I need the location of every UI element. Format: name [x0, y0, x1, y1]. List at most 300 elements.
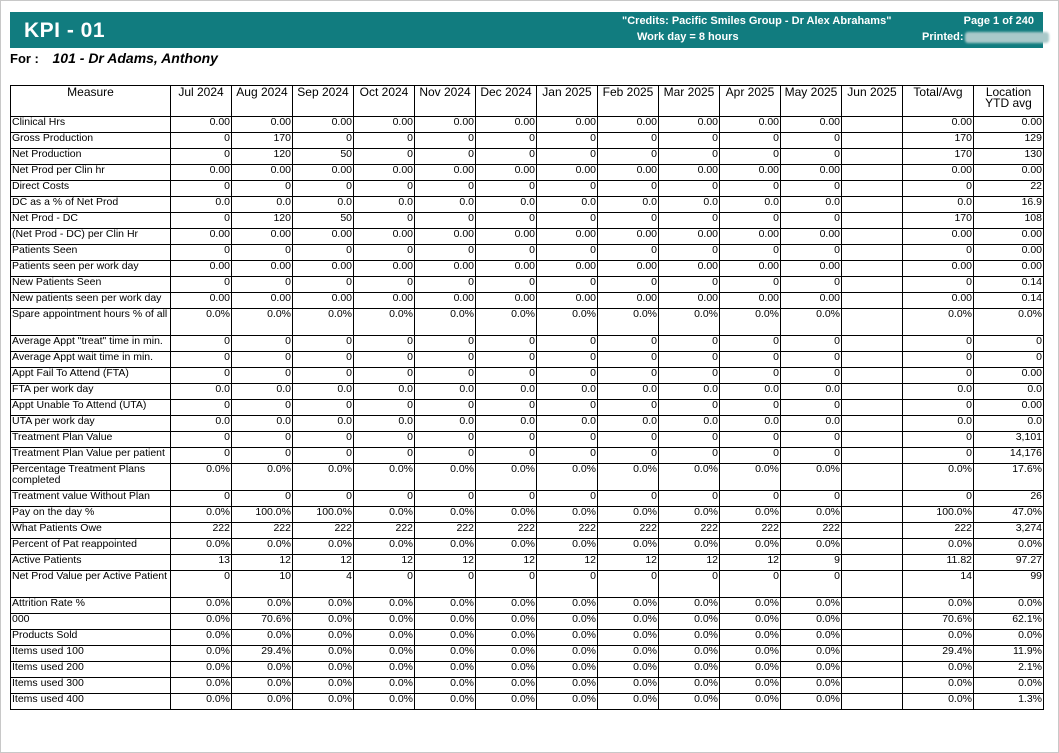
- table-cell: 0: [232, 352, 293, 368]
- table-cell: 0.0: [781, 197, 842, 213]
- table-cell: 0: [171, 432, 232, 448]
- table-cell: 0: [171, 336, 232, 352]
- table-cell: 0.00: [720, 261, 781, 277]
- table-cell: 97.27: [974, 555, 1044, 571]
- table-cell: 0: [537, 491, 598, 507]
- table-cell: 0.0%: [171, 646, 232, 662]
- table-cell: 0.00: [537, 293, 598, 309]
- table-cell: 0.0%: [781, 678, 842, 694]
- table-cell: 47.0%: [974, 507, 1044, 523]
- table-cell: 0: [781, 432, 842, 448]
- table-cell: 0: [354, 245, 415, 261]
- table-cell: [842, 352, 903, 368]
- table-cell: 0: [659, 336, 720, 352]
- table-cell: 0.0%: [720, 309, 781, 336]
- table-cell: 0.0%: [171, 464, 232, 491]
- table-cell: 0.0%: [476, 694, 537, 710]
- table-cell: 0: [232, 181, 293, 197]
- table-cell: 0.0%: [415, 630, 476, 646]
- table-cell: 0.0%: [293, 539, 354, 555]
- table-cell: [842, 197, 903, 213]
- table-cell: 0: [659, 277, 720, 293]
- table-cell: 0.0: [232, 197, 293, 213]
- table-cell: 100.0%: [232, 507, 293, 523]
- table-cell: 0.0%: [171, 507, 232, 523]
- table-cell: 0.0%: [537, 507, 598, 523]
- row-label: Appt Unable To Attend (UTA): [11, 400, 171, 416]
- table-cell: 0: [293, 181, 354, 197]
- table-cell: 0.0%: [903, 694, 974, 710]
- column-header: Aug 2024: [232, 86, 293, 117]
- table-cell: 0.0: [537, 384, 598, 400]
- table-cell: 0: [415, 133, 476, 149]
- table-cell: 0.0%: [781, 464, 842, 491]
- table-cell: 0.00: [476, 261, 537, 277]
- table-cell: 0.00: [903, 165, 974, 181]
- table-cell: 0: [720, 213, 781, 229]
- table-cell: 0: [354, 336, 415, 352]
- column-header: Nov 2024: [415, 86, 476, 117]
- column-header: Jul 2024: [171, 86, 232, 117]
- table-cell: 0.0: [781, 416, 842, 432]
- table-cell: 0: [476, 400, 537, 416]
- table-cell: 0.00: [232, 117, 293, 133]
- table-cell: 0.0: [974, 384, 1044, 400]
- table-cell: 0: [781, 133, 842, 149]
- table-cell: 0.00: [974, 165, 1044, 181]
- table-cell: 0.0%: [537, 464, 598, 491]
- row-label: Percent of Pat reappointed: [11, 539, 171, 555]
- table-cell: 0: [171, 277, 232, 293]
- table-cell: 0: [781, 571, 842, 598]
- row-label: Net Prod per Clin hr: [11, 165, 171, 181]
- table-cell: 0: [537, 336, 598, 352]
- table-cell: 0.0%: [903, 309, 974, 336]
- table-cell: 0: [232, 277, 293, 293]
- row-label: Treatment Plan Value per patient: [11, 448, 171, 464]
- table-row: [11, 352, 1044, 368]
- table-cell: 0: [232, 400, 293, 416]
- table-cell: 0.0: [415, 384, 476, 400]
- table-cell: 0.0%: [781, 630, 842, 646]
- table-cell: 16.9: [974, 197, 1044, 213]
- table-cell: 0: [598, 181, 659, 197]
- table-row: [11, 181, 1044, 197]
- table-cell: 0.00: [598, 229, 659, 245]
- table-cell: 0.00: [537, 261, 598, 277]
- table-cell: 12: [476, 555, 537, 571]
- table-cell: 0: [171, 368, 232, 384]
- row-label: Net Prod - DC: [11, 213, 171, 229]
- table-cell: 0.0%: [415, 662, 476, 678]
- table-cell: 0: [598, 213, 659, 229]
- table-cell: 0: [659, 432, 720, 448]
- table-cell: 0.0%: [659, 662, 720, 678]
- table-cell: 3,101: [974, 432, 1044, 448]
- table-cell: 0.0%: [720, 646, 781, 662]
- table-cell: 0.0%: [171, 678, 232, 694]
- table-cell: 0.0%: [293, 614, 354, 630]
- table-cell: 0.0%: [903, 464, 974, 491]
- table-cell: 0: [903, 400, 974, 416]
- table-cell: 0.0%: [781, 507, 842, 523]
- table-cell: 0.00: [415, 261, 476, 277]
- table-cell: 0: [232, 491, 293, 507]
- table-cell: 0: [354, 133, 415, 149]
- report-title: KPI - 01: [24, 19, 106, 42]
- table-row: [11, 245, 1044, 261]
- table-cell: 0.0%: [720, 464, 781, 491]
- row-label: New Patients Seen: [11, 277, 171, 293]
- table-cell: 0.0%: [781, 662, 842, 678]
- table-cell: 0.0%: [598, 309, 659, 336]
- table-cell: 12: [598, 555, 659, 571]
- table-cell: 0.00: [415, 293, 476, 309]
- table-cell: 0.00: [659, 261, 720, 277]
- table-cell: 0: [720, 432, 781, 448]
- table-cell: 0.00: [781, 261, 842, 277]
- table-cell: 0: [354, 432, 415, 448]
- table-cell: 0: [659, 571, 720, 598]
- table-cell: 0.0: [537, 197, 598, 213]
- table-cell: 0.0%: [293, 662, 354, 678]
- table-row: [11, 229, 1044, 245]
- row-label: Average Appt wait time in min.: [11, 352, 171, 368]
- table-cell: 0.00: [293, 261, 354, 277]
- table-cell: 12: [354, 555, 415, 571]
- table-cell: 0.0%: [171, 630, 232, 646]
- table-row: [11, 368, 1044, 384]
- table-cell: 12: [232, 555, 293, 571]
- table-cell: 0.00: [293, 293, 354, 309]
- table-cell: 0: [903, 368, 974, 384]
- row-label: What Patients Owe: [11, 523, 171, 539]
- table-cell: 100.0%: [293, 507, 354, 523]
- table-cell: 0.0: [781, 384, 842, 400]
- table-cell: 0.00: [293, 229, 354, 245]
- table-cell: 0: [598, 400, 659, 416]
- table-cell: 0.0%: [903, 630, 974, 646]
- table-cell: 0.00: [171, 229, 232, 245]
- table-cell: 0: [781, 368, 842, 384]
- table-cell: 222: [659, 523, 720, 539]
- table-cell: 0.00: [720, 293, 781, 309]
- table-cell: 0.00: [232, 229, 293, 245]
- table-cell: 14,176: [974, 448, 1044, 464]
- table-cell: 0.0%: [354, 694, 415, 710]
- table-cell: 0.00: [293, 117, 354, 133]
- table-cell: 0: [659, 448, 720, 464]
- table-cell: [842, 491, 903, 507]
- table-cell: 0: [598, 277, 659, 293]
- table-cell: 0.00: [232, 261, 293, 277]
- table-cell: 0.0: [232, 416, 293, 432]
- table-cell: 0.0%: [537, 630, 598, 646]
- table-cell: 0.0%: [171, 598, 232, 614]
- table-cell: 0.0%: [476, 630, 537, 646]
- table-cell: 0.0%: [354, 646, 415, 662]
- table-cell: 0: [171, 181, 232, 197]
- table-cell: 0.00: [903, 261, 974, 277]
- table-cell: [842, 277, 903, 293]
- column-header: Sep 2024: [293, 86, 354, 117]
- table-cell: 0.0%: [354, 539, 415, 555]
- table-cell: 0.0: [476, 197, 537, 213]
- table-cell: 0.0%: [415, 539, 476, 555]
- table-cell: 0.0%: [415, 678, 476, 694]
- table-cell: 0: [659, 213, 720, 229]
- table-cell: 0: [171, 448, 232, 464]
- table-cell: 0.00: [537, 165, 598, 181]
- table-cell: 222: [903, 523, 974, 539]
- table-cell: 0.00: [659, 165, 720, 181]
- table-cell: 0.00: [974, 261, 1044, 277]
- table-cell: 0.0%: [476, 309, 537, 336]
- table-cell: 0: [720, 491, 781, 507]
- table-cell: 0.00: [354, 293, 415, 309]
- table-cell: 0.0%: [659, 464, 720, 491]
- table-cell: [842, 309, 903, 336]
- table-cell: 0.0%: [598, 464, 659, 491]
- table-cell: [842, 165, 903, 181]
- table-cell: 0.0: [293, 197, 354, 213]
- table-cell: 120: [232, 149, 293, 165]
- table-cell: 0.0%: [781, 646, 842, 662]
- table-cell: 0.00: [659, 229, 720, 245]
- table-row: [11, 432, 1044, 448]
- table-cell: 0.0%: [537, 309, 598, 336]
- table-cell: 0.0: [659, 416, 720, 432]
- table-cell: 0.00: [781, 293, 842, 309]
- table-cell: 0: [354, 491, 415, 507]
- table-cell: 0: [476, 448, 537, 464]
- table-cell: 17.6%: [974, 464, 1044, 491]
- table-cell: 0: [293, 368, 354, 384]
- table-row: [11, 694, 1044, 710]
- column-header: Mar 2025: [659, 86, 720, 117]
- table-cell: 0: [903, 336, 974, 352]
- table-cell: 130: [974, 149, 1044, 165]
- table-cell: 0: [903, 448, 974, 464]
- workday-text: Work day = 8 hours: [637, 31, 739, 43]
- table-cell: 0: [781, 245, 842, 261]
- column-header: Feb 2025: [598, 86, 659, 117]
- table-cell: 0.00: [293, 165, 354, 181]
- table-cell: 0.0%: [293, 646, 354, 662]
- table-cell: 0: [537, 149, 598, 165]
- table-cell: 0.00: [903, 229, 974, 245]
- table-cell: 0: [293, 277, 354, 293]
- table-row: [11, 614, 1044, 630]
- table-cell: 0.0: [354, 384, 415, 400]
- table-cell: 0.00: [537, 117, 598, 133]
- table-cell: 0.0%: [171, 309, 232, 336]
- table-cell: 0.00: [720, 117, 781, 133]
- table-cell: 0: [659, 133, 720, 149]
- table-cell: 0.00: [598, 165, 659, 181]
- table-cell: 22: [974, 181, 1044, 197]
- table-cell: 0.14: [974, 293, 1044, 309]
- table-cell: 0.0%: [598, 678, 659, 694]
- table-cell: 0: [293, 432, 354, 448]
- row-label: Active Patients: [11, 555, 171, 571]
- table-cell: 0: [232, 432, 293, 448]
- table-cell: 0: [903, 181, 974, 197]
- table-cell: 0: [293, 491, 354, 507]
- table-cell: 0.0%: [354, 598, 415, 614]
- table-cell: 0: [974, 352, 1044, 368]
- table-cell: 0.0%: [598, 630, 659, 646]
- table-cell: 0.0%: [415, 598, 476, 614]
- table-cell: 12: [293, 555, 354, 571]
- table-cell: 0.0: [598, 197, 659, 213]
- table-cell: 0.00: [903, 293, 974, 309]
- table-cell: 0.0%: [659, 678, 720, 694]
- table-row: [11, 598, 1044, 614]
- table-cell: 0: [720, 336, 781, 352]
- credits-text: "Credits: Pacific Smiles Group - Dr Alex Abrahams": [622, 15, 892, 27]
- table-cell: 0.0%: [598, 614, 659, 630]
- table-cell: 0.0%: [974, 309, 1044, 336]
- table-cell: 0: [415, 245, 476, 261]
- table-cell: 29.4%: [232, 646, 293, 662]
- table-cell: 0.0%: [537, 694, 598, 710]
- table-row: [11, 149, 1044, 165]
- table-cell: 0.0%: [903, 598, 974, 614]
- row-label: Attrition Rate %: [11, 598, 171, 614]
- table-cell: 0.0%: [598, 507, 659, 523]
- table-row: [11, 416, 1044, 432]
- table-cell: 0: [537, 352, 598, 368]
- table-cell: 0: [720, 245, 781, 261]
- table-cell: 0: [354, 368, 415, 384]
- table-cell: 100.0%: [903, 507, 974, 523]
- table-cell: 0.0%: [293, 678, 354, 694]
- table-cell: 0: [598, 336, 659, 352]
- table-cell: 0.0%: [171, 694, 232, 710]
- table-cell: 0.0%: [293, 464, 354, 491]
- table-cell: 0.0%: [537, 598, 598, 614]
- table-cell: 0.0%: [293, 598, 354, 614]
- table-cell: 0.00: [598, 293, 659, 309]
- row-label: Treatment Plan Value: [11, 432, 171, 448]
- column-header: Dec 2024: [476, 86, 537, 117]
- table-row: [11, 491, 1044, 507]
- table-cell: 0.0%: [720, 678, 781, 694]
- table-cell: 0: [293, 352, 354, 368]
- table-cell: 50: [293, 149, 354, 165]
- table-cell: 0.0%: [720, 539, 781, 555]
- table-cell: 0: [659, 181, 720, 197]
- table-row: [11, 165, 1044, 181]
- table-cell: 0: [476, 213, 537, 229]
- table-cell: 0.0%: [354, 678, 415, 694]
- table-cell: 0: [354, 149, 415, 165]
- table-cell: 13: [171, 555, 232, 571]
- table-cell: 0: [354, 352, 415, 368]
- table-cell: 0: [781, 277, 842, 293]
- table-cell: 0: [415, 571, 476, 598]
- table-cell: 0: [476, 336, 537, 352]
- table-row: [11, 571, 1044, 598]
- table-cell: 0.00: [232, 165, 293, 181]
- table-cell: 0: [293, 400, 354, 416]
- table-row: [11, 277, 1044, 293]
- table-cell: [842, 571, 903, 598]
- table-cell: 0.00: [171, 117, 232, 133]
- table-cell: 0.0%: [720, 662, 781, 678]
- table-cell: 0: [354, 213, 415, 229]
- table-cell: 0.0%: [720, 614, 781, 630]
- table-cell: 29.4%: [903, 646, 974, 662]
- table-cell: 0.0%: [354, 507, 415, 523]
- table-cell: 0.0: [903, 384, 974, 400]
- table-cell: 0: [415, 213, 476, 229]
- table-cell: 0.00: [598, 261, 659, 277]
- table-cell: 0.0: [415, 416, 476, 432]
- table-cell: 0.0%: [476, 678, 537, 694]
- table-cell: 0: [720, 277, 781, 293]
- table-cell: 0: [171, 149, 232, 165]
- table-row: [11, 523, 1044, 539]
- table-cell: 0: [720, 368, 781, 384]
- table-cell: [842, 213, 903, 229]
- table-cell: 0: [537, 571, 598, 598]
- table-cell: 0.0: [720, 384, 781, 400]
- row-label: Items used 100: [11, 646, 171, 662]
- table-cell: 0.0%: [659, 694, 720, 710]
- table-cell: 0.0%: [720, 507, 781, 523]
- table-cell: 0.00: [415, 117, 476, 133]
- row-label: Pay on the day %: [11, 507, 171, 523]
- table-cell: [842, 336, 903, 352]
- table-cell: 0.0%: [354, 309, 415, 336]
- table-cell: 0.0%: [781, 694, 842, 710]
- table-row: [11, 539, 1044, 555]
- column-header: Location YTD avg: [974, 86, 1044, 117]
- table-cell: 0.0%: [781, 598, 842, 614]
- table-cell: 0.0%: [354, 614, 415, 630]
- table-cell: 0.0%: [974, 630, 1044, 646]
- table-cell: 0.0%: [659, 630, 720, 646]
- table-cell: 0.0%: [476, 598, 537, 614]
- table-cell: 0.0%: [293, 694, 354, 710]
- table-cell: 0: [354, 181, 415, 197]
- table-cell: 0.0%: [415, 614, 476, 630]
- table-row: [11, 293, 1044, 309]
- table-cell: 0.0%: [903, 539, 974, 555]
- column-header: Total/Avg: [903, 86, 974, 117]
- table-cell: 0.0: [171, 416, 232, 432]
- table-cell: 0.0%: [415, 464, 476, 491]
- column-header: Jun 2025: [842, 86, 903, 117]
- table-cell: 0.0%: [659, 309, 720, 336]
- table-cell: 0.0%: [171, 614, 232, 630]
- table-cell: [842, 400, 903, 416]
- table-cell: [842, 261, 903, 277]
- table-cell: 0: [476, 245, 537, 261]
- table-cell: 222: [537, 523, 598, 539]
- table-cell: 0.0%: [293, 309, 354, 336]
- table-row: [11, 507, 1044, 523]
- table-cell: 0: [293, 133, 354, 149]
- table-cell: 170: [903, 213, 974, 229]
- table-cell: 0: [354, 277, 415, 293]
- table-cell: 0.0: [476, 384, 537, 400]
- table-cell: 0: [720, 448, 781, 464]
- table-cell: 129: [974, 133, 1044, 149]
- table-cell: 0: [720, 400, 781, 416]
